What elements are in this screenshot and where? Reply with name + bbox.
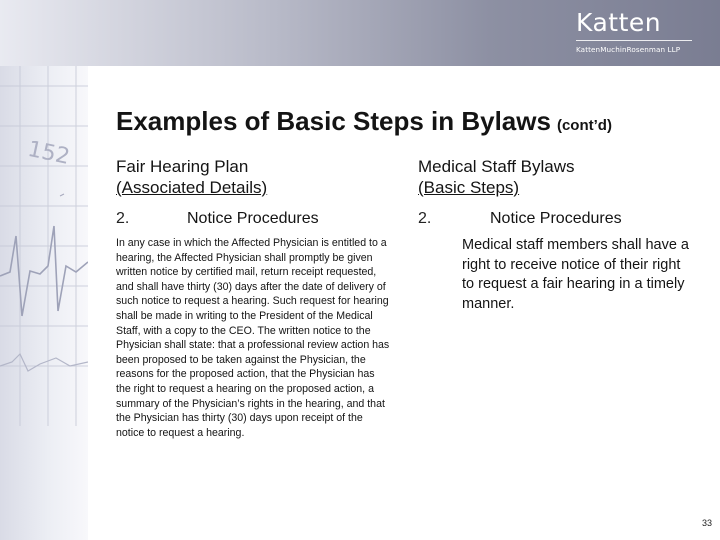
page-number: 33 bbox=[701, 518, 712, 528]
ekg-trace-icon bbox=[0, 66, 88, 540]
left-column-heading bbox=[116, 156, 267, 198]
right-heading-line2: (Basic Steps) bbox=[418, 178, 520, 197]
right-column-heading bbox=[418, 156, 575, 198]
brand-divider bbox=[576, 40, 692, 41]
left-item-number: 2. bbox=[116, 210, 130, 227]
right-heading-line1: Medical Staff Bylaws bbox=[418, 157, 575, 176]
slide-title bbox=[116, 106, 612, 137]
slide-title-suffix: (cont’d) bbox=[556, 117, 612, 134]
brand-subtitle: KattenMuchinRosenman LLP bbox=[576, 45, 681, 54]
right-item-number: 2. bbox=[418, 210, 432, 227]
slide-title-text: Examples of Basic Steps in Bylaws bbox=[116, 106, 551, 136]
ekg-decoration bbox=[0, 66, 88, 540]
left-heading-line2: (Associated Details) bbox=[116, 178, 268, 197]
ekg-handwritten-label: 152 bbox=[25, 136, 72, 170]
left-item-label: Notice Procedures bbox=[187, 210, 319, 227]
left-body-text: In any case in which the Affected Physician is entitled to a hearing, the Affected Physician shall promptly be given written notice by certified mail, return receipt requested, and shall have thirty (30) days after the date of delivery of such notice to request a hearing. Such request for hearing shall be made in writing to the President of the Medical Staff, with a copy to the CEO. The written notice to the Physician shall state: that a professional review action has been proposed to be taken against the Physician, the reasons for the proposed action, that the Physician has the right to request a hearing on the proposed action, a summary of the Physician’s rights in the hearing, and that the Physician has thirty (30) days upon receipt of the notice to request a hearing. bbox=[116, 237, 390, 439]
right-body-text: Medical staff members shall have a right to receive notice of their right to request a fair hearing in a timely manner. bbox=[462, 237, 690, 312]
brand-name: Katten bbox=[576, 8, 662, 37]
left-heading-line1: Fair Hearing Plan bbox=[116, 157, 249, 176]
right-item-label: Notice Procedures bbox=[490, 210, 622, 227]
header-banner bbox=[0, 0, 720, 66]
brand-logo bbox=[576, 8, 692, 54]
